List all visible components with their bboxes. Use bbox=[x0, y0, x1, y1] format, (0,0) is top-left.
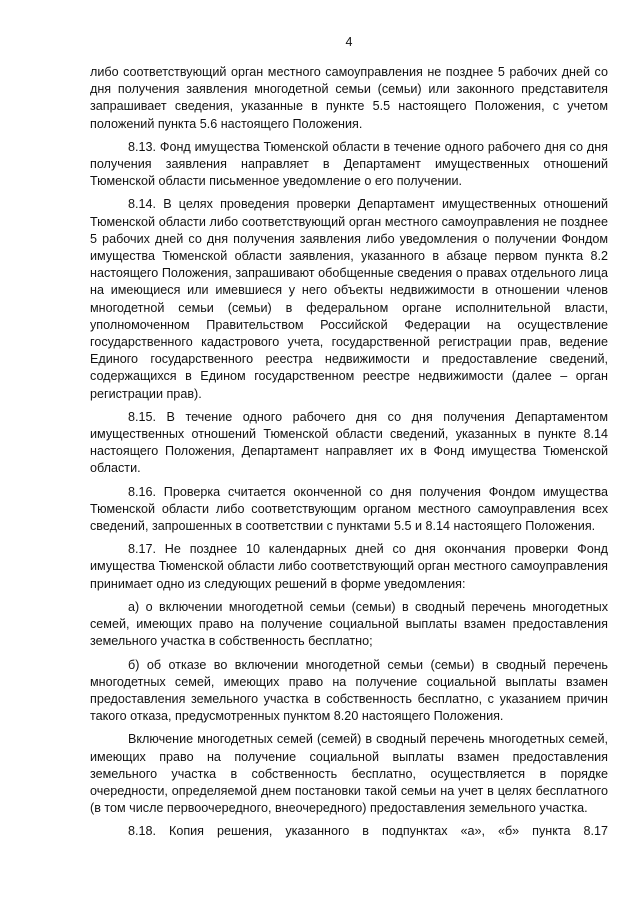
paragraph-8-14: 8.14. В целях проведения проверки Департамент имущественных отношений Тюменской области либо соответствующий орган местного самоуправления не позднее 5 рабочих дней со дня получения заявления либо уведомления о получении Фондом имущества Тюменской области заявления, указанного в абзаце первом пункта 8.2 настоящего Положения, запрашивают обобщенные сведения о правах отдельного лица на имеющиеся или имевшиеся у него объекты недвижимости в отношении членов многодетной семьи (семьи) в федеральном органе исполнительной власти, уполномоченном Правительством Российской Федерации на осуществление государственного кадастрового учета, государственной регистрации прав, ведение Единого государственного реестра недвижимости и предоставление сведений, содержащихся в Едином государственном реестре недвижимости (далее – орган регистрации прав). bbox=[90, 197, 608, 401]
paragraph-8-15: 8.15. В течение одного рабочего дня со дня получения Департаментом имущественных отношений Тюменской области сведений, указанных в пункте 8.14 настоящего Положения, Департамент направляет их в Фонд имущества Тюменской области. bbox=[90, 409, 608, 476]
document-page bbox=[90, 0, 608, 841]
paragraph-continuation: либо соответствующий орган местного самоуправления не позднее 5 рабочих дней со дня получения заявления многодетной семьи (семьи) или законного представителя запрашивает сведения, указанные в пункте 5.5 настоящего Положения, с учетом положений пункта 5.6 настоящего Положения. bbox=[90, 65, 608, 131]
subparagraph-b: б) об отказе во включении многодетной семьи (семьи) в сводный перечень многодетных семей, имеющих право на получение социальной выплаты взамен предоставления земельного участка в собственность бесплатно, с указанием причин такого отказа, предусмотренных пунктом 8.20 настоящего Положения. bbox=[90, 657, 608, 724]
paragraph-8-13: 8.13. Фонд имущества Тюменской области в течение одного рабочего дня со дня получения заявления направляет в Департамент имущественных отношений Тюменской области письменное уведомление о его получении. bbox=[90, 139, 608, 189]
paragraph-8-16: 8.16. Проверка считается оконченной со дня получения Фондом имущества Тюменской области либо соответствующим органом местного самоуправления всех сведений, запрошенных в соответствии с пунктами 5.5 и 8.14 настоящего Положения. bbox=[90, 484, 608, 534]
paragraph-8-17: 8.17. Не позднее 10 календарных дней со дня окончания проверки Фонд имущества Тюменской области либо соответствующий орган местного самоуправления принимает одно из следующих решений в форме уведомления: bbox=[90, 542, 608, 591]
paragraph-8-18: 8.18. Копия решения, указанного в подпунктах «а», «б» пункта 8.17 bbox=[128, 824, 608, 839]
paragraph-inclusion: Включение многодетных семей (семей) в сводный перечень многодетных семей, имеющих право на получение социальной выплаты взамен предоставления земельного участка в собственность бесплатно, осуществляется в порядке очередности, определяемой днем постановки такой семьи на учет в целях бесплатного (в том числе первоочередного, внеочередного) предоставления земельного участка. bbox=[90, 732, 608, 816]
subparagraph-a: а) о включении многодетной семьи (семьи) в сводный перечень многодетных семей, имеющих право на получение социальной выплаты взамен предоставления земельного участка в собственность бесплатно; bbox=[90, 599, 608, 649]
page-number: 4 bbox=[345, 35, 353, 49]
